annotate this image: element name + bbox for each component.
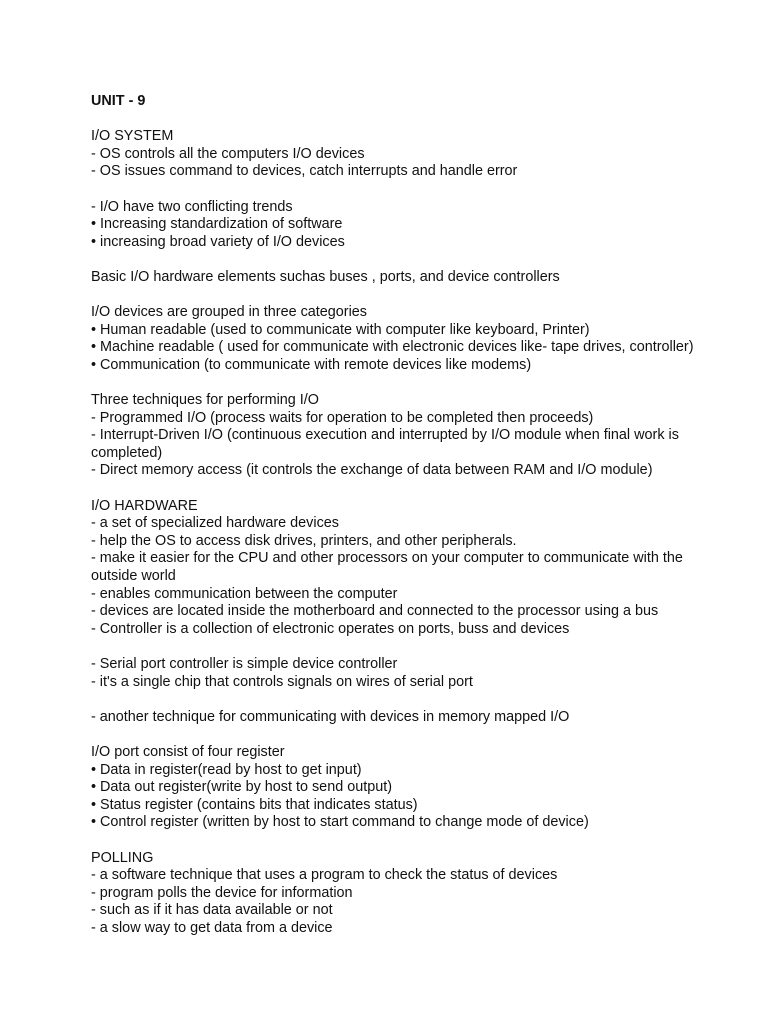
text-line: - a software technique that uses a program to check the status of devices: [91, 867, 558, 884]
bullet-item: • Data in register(read by host to get input): [91, 761, 362, 778]
bullet-item: • Data out register(write by host to send output): [91, 779, 392, 796]
basic-hardware-text: Basic I/O hardware elements suchas buses , ports, and device controllers: [91, 268, 560, 285]
text-line: - Programmed I/O (process waits for operation to be completed then proceeds): [91, 409, 594, 426]
document-body: [91, 93, 731, 938]
io-port-intro: I/O port consist of four register: [91, 743, 285, 760]
text-line: - Interrupt-Driven I/O (continuous execution and interrupted by I/O module when final work is completed): [91, 427, 679, 461]
bullet-item: • Human readable (used to communicate with computer like keyboard, Printer): [91, 321, 590, 338]
text-line: - a set of specialized hardware devices: [91, 515, 339, 532]
text-line: - OS issues command to devices, catch interrupts and handle error: [91, 163, 518, 180]
text-line: - make it easier for the CPU and other processors on your computer to communicate with the outside world: [91, 550, 683, 585]
spacer: [91, 375, 731, 393]
bullet-item: • Communication (to communicate with remote devices like modems): [91, 356, 532, 373]
spacer: [91, 691, 731, 709]
text-line: - program polls the device for information: [91, 884, 353, 901]
section-heading-io-system: I/O SYSTEM: [91, 128, 174, 145]
bullet-item: • Increasing standardization of software: [91, 216, 343, 233]
unit-title: UNIT - 9: [91, 93, 146, 109]
categories-intro: I/O devices are grouped in three categories: [91, 304, 367, 321]
text-line: - a slow way to get data from a device: [91, 919, 333, 936]
text-line: - help the OS to access disk drives, printers, and other peripherals.: [91, 532, 517, 549]
text-line: - Direct memory access (it controls the exchange of data between RAM and I/O module): [91, 462, 653, 479]
bullet-item: • increasing broad variety of I/O devices: [91, 233, 345, 250]
trends-intro: - I/O have two conflicting trends: [91, 198, 293, 215]
text-line: - it's a single chip that controls signals on wires of serial port: [91, 673, 473, 690]
spacer: [91, 832, 731, 850]
techniques-intro: Three techniques for performing I/O: [91, 392, 319, 409]
spacer: [91, 638, 731, 656]
spacer: [91, 251, 731, 269]
bullet-item: • Control register (written by host to start command to change mode of device): [91, 814, 589, 831]
spacer: [91, 480, 731, 498]
section-heading-polling: POLLING: [91, 849, 154, 866]
text-line: - Controller is a collection of electronic operates on ports, buss and devices: [91, 620, 570, 637]
spacer: [91, 287, 731, 305]
text-line: - another technique for communicating with devices in memory mapped I/O: [91, 708, 570, 725]
text-line: - enables communication between the computer: [91, 585, 398, 602]
text-line: - devices are located inside the motherboard and connected to the processor using a bus: [91, 603, 659, 620]
spacer: [91, 726, 731, 744]
text-line: - such as if it has data available or not: [91, 902, 333, 919]
bullet-item: • Machine readable ( used for communicate with electronic devices like- tape drives, controller): [91, 339, 694, 356]
spacer: [91, 111, 731, 129]
text-line: - Serial port controller is simple device controller: [91, 656, 398, 672]
spacer: [91, 181, 731, 199]
section-heading-io-hardware: I/O HARDWARE: [91, 497, 198, 514]
text-line: - OS controls all the computers I/O devices: [91, 145, 365, 162]
bullet-item: • Status register (contains bits that indicates status): [91, 796, 418, 813]
